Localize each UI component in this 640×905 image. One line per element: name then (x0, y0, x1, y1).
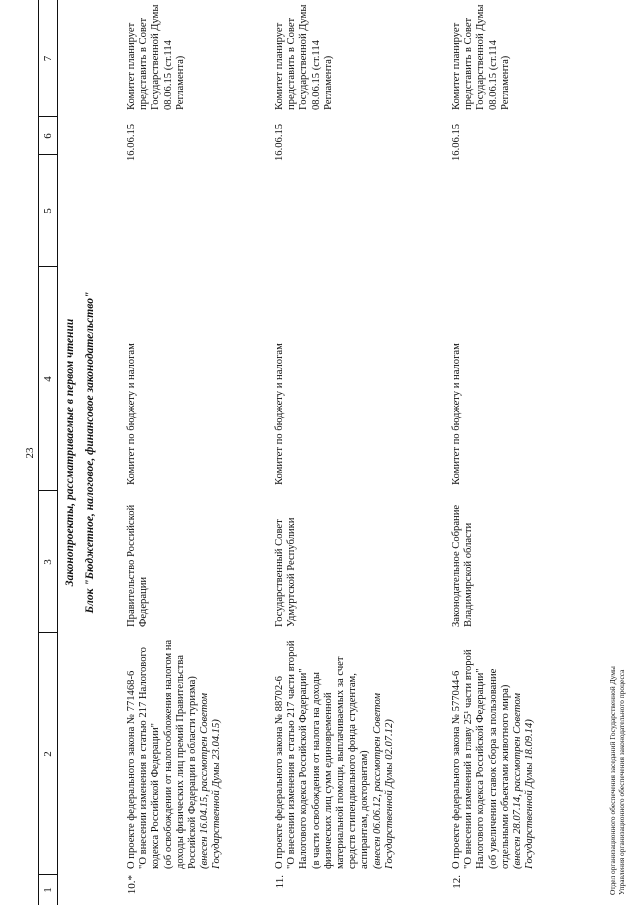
column-divider (38, 874, 58, 875)
section-title: Законопроекты, рассматриваемые в первом чтении (64, 318, 76, 587)
bill-note: (внесен 06.06.12, рассмотрен Советом Государственной Думы 02.07.12) (371, 693, 395, 869)
column-header-4: 4 (42, 376, 54, 382)
bill-description (451, 637, 536, 869)
column-header-row (38, 0, 58, 905)
column-divider (38, 116, 58, 117)
bill-details: (об освобождении от налогообложения налогом на доходы физических лиц премий Правительства Российской Федерации в области туризма) (162, 639, 199, 869)
bill-author: Правительство Российской Федерации (126, 504, 150, 627)
column-header-3: 3 (42, 559, 54, 565)
column-header-6: 6 (42, 133, 54, 139)
row-number: 12. (451, 875, 463, 889)
plan-note: Комитет планирует представить в Совет Государственной Думы 08.06.15 (ст.114 Регламента) (126, 4, 186, 110)
column-divider (38, 632, 58, 633)
footer-line: Отдел организационного обеспечения заседаний Государственной Думы (608, 666, 617, 895)
footer-line: Управления организационного обеспечения законодательного процесса (617, 669, 626, 895)
responsible-committee: Комитет по бюджету и налогам (274, 343, 285, 485)
plan-note: Комитет планирует представить в Совет Государственной Думы 08.06.15 (ст.114 Регламента) (274, 4, 334, 110)
column-divider (38, 266, 58, 267)
bill-description (274, 637, 396, 869)
row-number: 10.* (126, 875, 138, 895)
bill-name: "О внесении изменений в главу 25¹ части второй Налогового кодекса Российской Федерации" (463, 649, 487, 869)
date: 16.06.15 (274, 123, 285, 161)
column-header-5: 5 (42, 208, 54, 214)
bill-title: О проекте федерального закона № 88702-6 (274, 676, 285, 869)
bill-note: (внесен 16.04.15, рассмотрен Советом Государственной Думы 23.04.15) (199, 693, 223, 869)
bill-title: О проекте федерального закона № 771468-6 (126, 670, 137, 869)
bill-title: О проекте федерального закона № 577044-6 (451, 670, 462, 869)
bill-details: (в части освобождения от налога на доходы физических лиц сумм единовременной материальной помощи, выплачиваемых за счет средств стипендиального фонда студентам, аспирантам, докторантам) (310, 656, 371, 869)
bill-author: Законодательное Собрание Владимирской области (451, 504, 475, 627)
block-title: Блок "Бюджетное, налоговое, финансовое законодательство" (84, 291, 96, 614)
bill-name: "О внесении изменения в статью 217 части второй Налогового кодекса Российской Федерации" (286, 640, 310, 869)
bill-description (126, 637, 224, 869)
column-header-7: 7 (42, 55, 54, 62)
column-header-2: 2 (42, 751, 54, 757)
responsible-committee: Комитет по бюджету и налогам (126, 343, 137, 485)
column-header-1: 1 (42, 887, 54, 893)
column-divider (38, 154, 58, 155)
bill-author: Государственный Совет Удмуртской Республики (274, 517, 298, 627)
page-number: 23 (24, 447, 36, 459)
bill-details: (об увеличении ставок сбора за пользование отдельными объектами животного мира) (487, 668, 511, 869)
responsible-committee: Комитет по бюджету и налогам (451, 343, 462, 485)
column-divider (38, 490, 58, 491)
row-number: 11. (274, 875, 286, 889)
bill-note: (внесен 28.07.14, рассмотрен Советом Государственной Думы 18.09.14) (512, 693, 536, 869)
plan-note: Комитет планирует представить в Совет Государственной Думы 08.06.15 (ст.114 Регламента) (451, 4, 511, 110)
date: 16.06.15 (126, 123, 137, 161)
date: 16.06.15 (451, 123, 462, 161)
bill-name: "О внесении изменения в статью 217 Налогового кодекса Российской Федерации" (138, 647, 162, 869)
